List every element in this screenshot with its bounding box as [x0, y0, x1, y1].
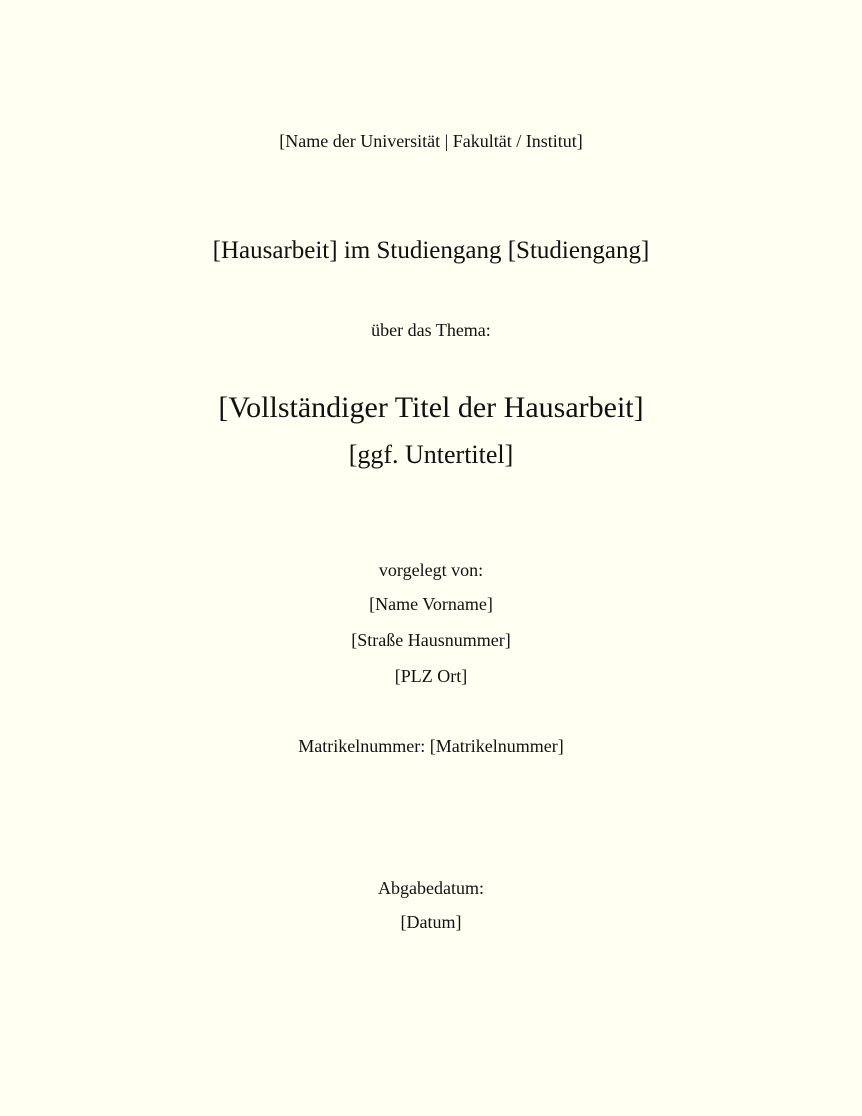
submitted-by-label: vorgelegt von:	[378, 560, 484, 580]
thesis-title: [Vollständiger Titel der Hausarbeit]	[218, 391, 644, 424]
degree-line: [Hausarbeit] im Studiengang [Studiengang]	[212, 237, 650, 264]
due-date-label: Abgabedatum:	[378, 878, 484, 898]
thesis-subtitle: [ggf. Untertitel]	[348, 440, 514, 469]
author-street: [Straße Hausnummer]	[351, 630, 511, 650]
topic-label: über das Thema:	[371, 320, 491, 340]
university-line: [Name der Universität | Fakultät / Institut]	[279, 131, 583, 151]
author-city: [PLZ Ort]	[394, 666, 468, 686]
due-date-value: [Datum]	[400, 912, 462, 932]
matrikel-number: Matrikelnummer: [Matrikelnummer]	[298, 736, 564, 756]
author-name: [Name Vorname]	[369, 594, 493, 614]
